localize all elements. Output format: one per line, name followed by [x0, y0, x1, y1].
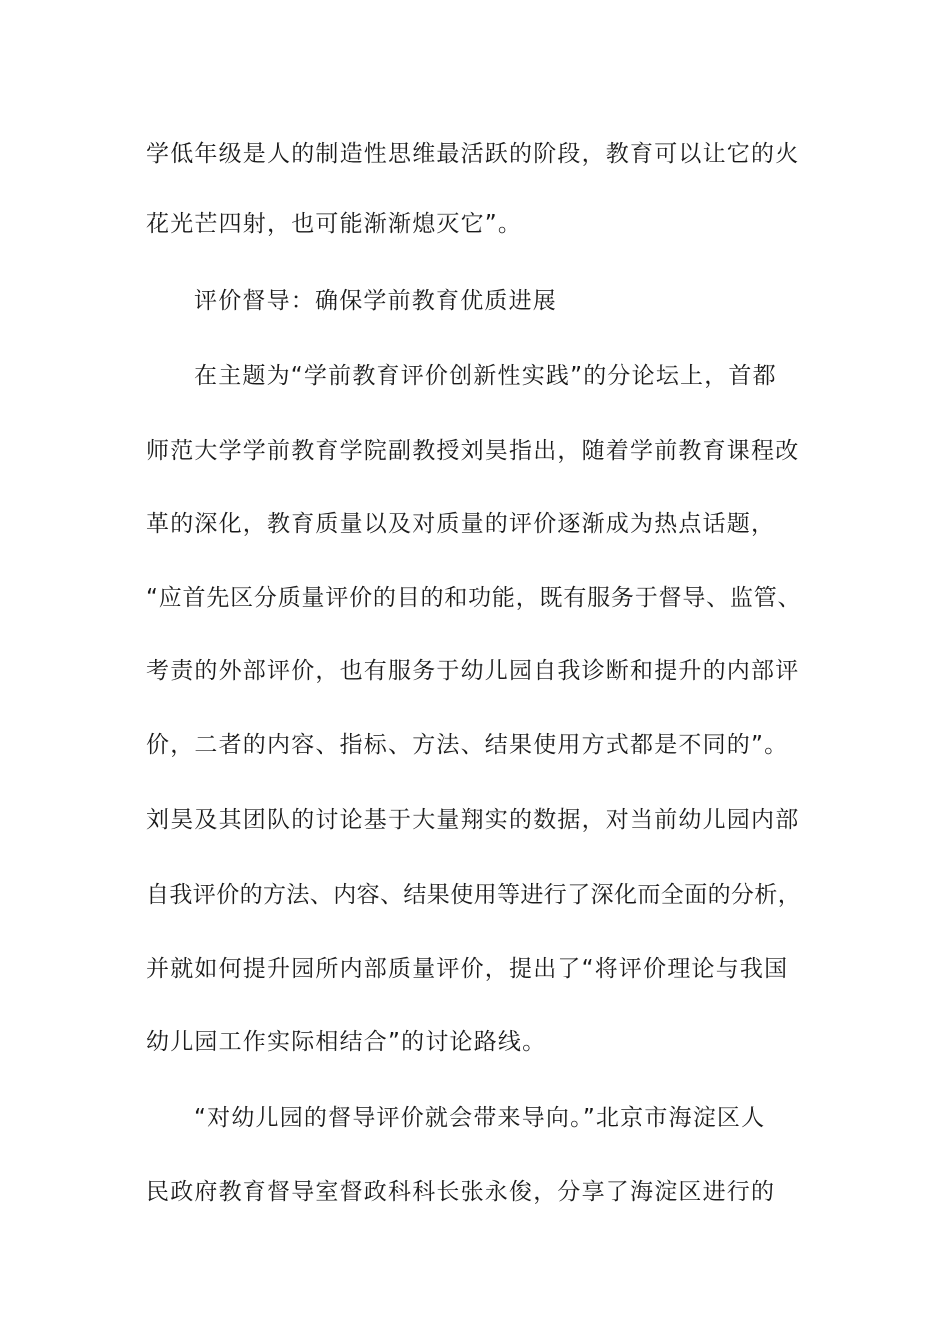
- text-line: 考责的外部评价，也有服务于幼儿园自我诊断和提升的内部评: [146, 658, 800, 684]
- text-line: 民政府教育督导室督政科科长张永俊，分享了海淀区进行的: [146, 1179, 776, 1205]
- text-line: 花光芒四射，也可能渐渐熄灭它”。: [146, 211, 523, 237]
- text-line: 自我评价的方法、内容、结果使用等进行了深化而全面的分析，: [146, 882, 802, 908]
- text-line: 师范大学学前教育学院副教授刘昊指出，随着学前教育课程改: [146, 438, 800, 464]
- text-line: 刘昊及其团队的讨论基于大量翔实的数据，对当前幼儿园内部: [146, 807, 800, 833]
- text-line: 在主题为“学前教育评价创新性实践”的分论坛上，首都: [194, 363, 777, 389]
- text-line: “对幼儿园的督导评价就会带来导向。”北京市海淀区人: [194, 1105, 766, 1131]
- text-line: “应首先区分质量评价的目的和功能，既有服务于督导、监管、: [146, 585, 802, 611]
- text-line: 革的深化，教育质量以及对质量的评价逐渐成为热点话题，: [146, 511, 776, 537]
- text-line: 价，二者的内容、指标、方法、结果使用方式都是不同的”。: [146, 732, 789, 758]
- text-line: 幼儿园工作实际相结合”的讨论路线。: [146, 1029, 547, 1055]
- section-heading: 评价督导：确保学前教育优质进展: [194, 288, 557, 314]
- text-line: 学低年级是人的制造性思维最活跃的阶段，教育可以让它的火: [146, 141, 800, 167]
- text-line: 并就如何提升园所内部质量评价，提出了“将评价理论与我国: [146, 956, 789, 982]
